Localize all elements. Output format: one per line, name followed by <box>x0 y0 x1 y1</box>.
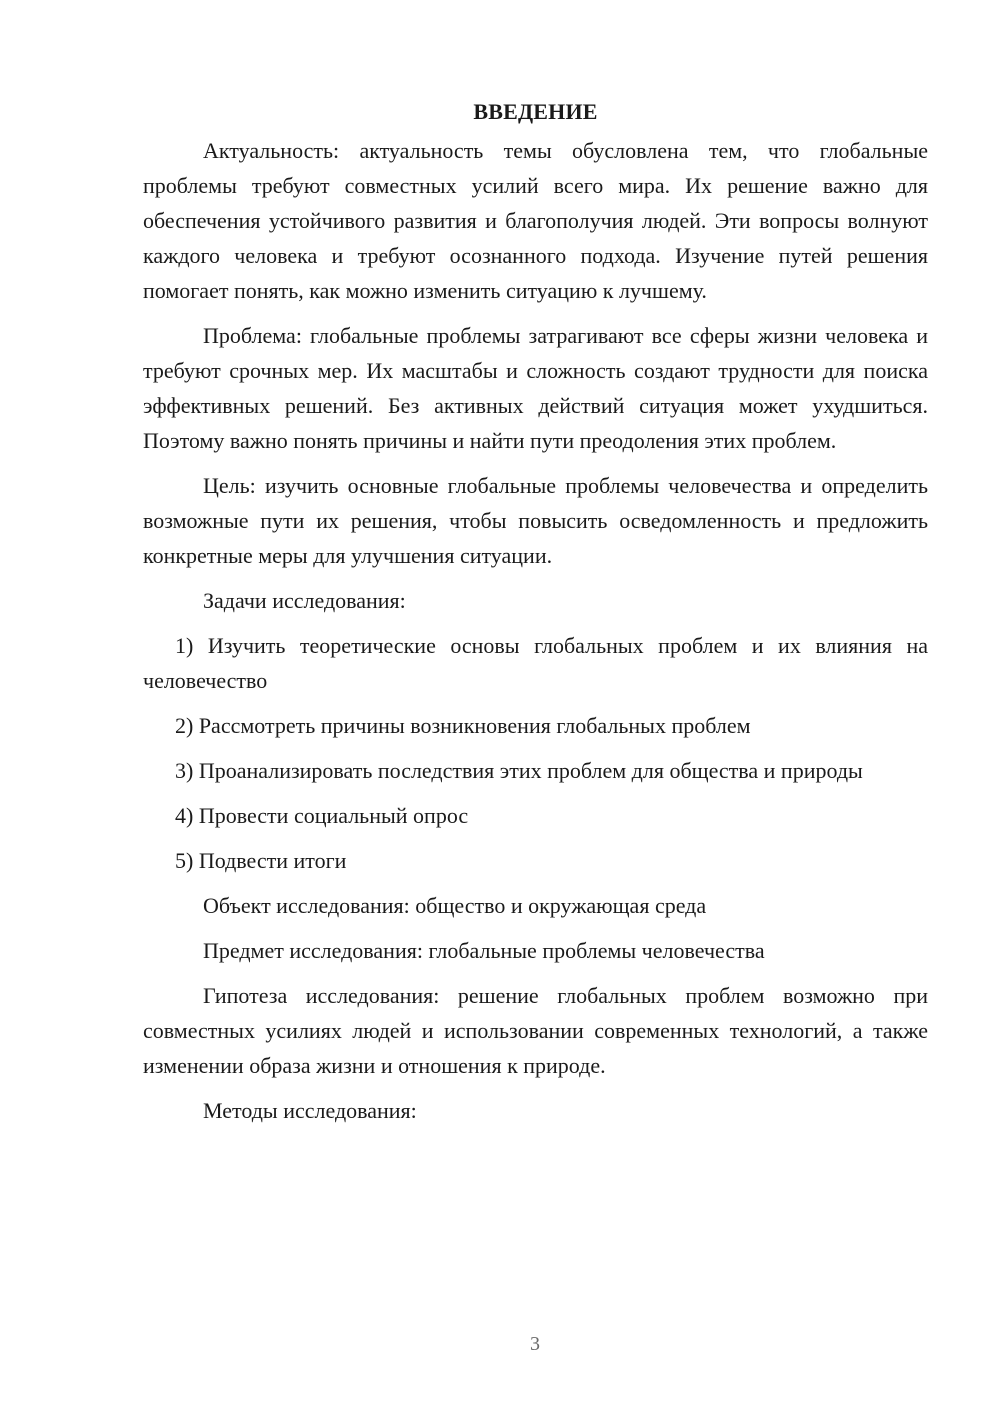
object-paragraph: Объект исследования: общество и окружающая среда <box>203 893 707 918</box>
task-item-3: 3) Проанализировать последствия этих проблем для общества и природы <box>175 758 863 783</box>
spacer <box>143 458 928 468</box>
page-number: 3 <box>530 1333 540 1355</box>
task-item-1: 1) Изучить теоретические основы глобальных проблем и их влияния на человечество <box>143 633 928 693</box>
methods-heading: Методы исследования: <box>203 1098 417 1123</box>
spacer <box>143 788 928 798</box>
spacer <box>143 308 928 318</box>
task-item-5: 5) Подвести итоги <box>175 848 347 873</box>
spacer <box>143 573 928 583</box>
spacer <box>143 878 928 888</box>
goal-paragraph: Цель: изучить основные глобальные проблемы человечества и определить возможные пути их решения, чтобы повысить осведомленность и предложить конкретные меры для улучшения ситуации. <box>143 473 928 568</box>
hypothesis-paragraph: Гипотеза исследования: решение глобальных проблем возможно при совместных усилиях людей и использовании современных технологий, а также изменении образа жизни и отношения к природе. <box>143 983 928 1078</box>
spacer <box>143 698 928 708</box>
tasks-heading: Задачи исследования: <box>203 588 406 613</box>
subject-paragraph: Предмет исследования: глобальные проблемы человечества <box>203 938 765 963</box>
spacer <box>143 833 928 843</box>
spacer <box>143 968 928 978</box>
document-page <box>143 94 928 1128</box>
task-item-2: 2) Рассмотреть причины возникновения глобальных проблем <box>175 713 751 738</box>
problem-paragraph: Проблема: глобальные проблемы затрагивают все сферы жизни человека и требуют срочных мер. Их масштабы и сложность создают трудности для поиска эффективных решений. Без активных действий ситуация может ухудшиться. Поэтому важно понять причины и найти пути преодоления этих проблем. <box>143 323 928 453</box>
spacer <box>143 743 928 753</box>
task-item-4: 4) Провести социальный опрос <box>175 803 469 828</box>
spacer <box>143 1083 928 1093</box>
spacer <box>143 618 928 628</box>
spacer <box>143 923 928 933</box>
relevance-paragraph: Актуальность: актуальность темы обусловлена тем, что глобальные проблемы требуют совместных усилий всего мира. Их решение важно для обеспечения устойчивого развития и благополучия людей. Эти вопросы волнуют каждого человека и требуют осознанного подхода. Изучение путей решения помогает понять, как можно изменить ситуацию к лучшему. <box>143 138 928 303</box>
section-title: ВВЕДЕНИЕ <box>473 99 598 124</box>
